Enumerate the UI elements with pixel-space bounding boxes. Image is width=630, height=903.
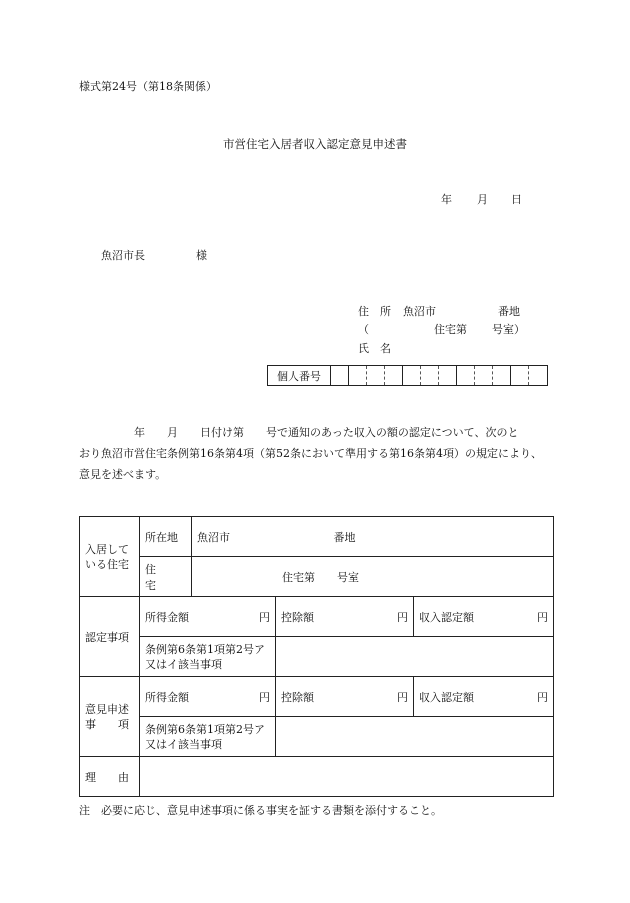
housing-number-label: 住宅第 [434, 323, 467, 336]
housing-label: 住 宅 [140, 557, 192, 597]
certified-recognized-cell[interactable]: 収入認定額 円 [414, 597, 554, 637]
personal-number-digit-cell[interactable] [421, 366, 439, 385]
form-id: 様式第24号（第18条関係） [79, 80, 217, 93]
reason-label: 理 由 [80, 757, 140, 797]
personal-number-digit-cell[interactable] [439, 366, 457, 385]
body-paragraph [79, 422, 559, 485]
reason-field[interactable] [140, 757, 554, 797]
location-city: 魚沼市 [197, 530, 230, 544]
paren-open: （ [358, 323, 369, 336]
personal-number-digit-cell[interactable] [331, 366, 349, 385]
personal-number-digit-cell[interactable] [367, 366, 385, 385]
date-year: 年 [441, 193, 452, 206]
opinion-ordinance-field[interactable] [276, 717, 554, 757]
document-title: 市営住宅入居者収入認定意見申述書 [223, 137, 407, 151]
personal-number-digit-cell[interactable] [403, 366, 421, 385]
certified-ordinance-field[interactable] [276, 637, 554, 677]
date-month: 月 [477, 193, 488, 206]
addressee-name: 魚沼市長 [101, 249, 145, 262]
certified-deduction-cell[interactable]: 控除額 円 [276, 597, 414, 637]
opinion-form-table [79, 516, 554, 797]
personal-number-digit-cell[interactable] [457, 366, 475, 385]
personal-number-digit-cell[interactable] [385, 366, 403, 385]
opinion-ordinance-label: 条例第6条第1項第2号ア 又はイ該当事項 [140, 717, 276, 757]
personal-number-digit-cell[interactable] [529, 366, 547, 385]
footnote: 注 必要に応じ、意見申述事項に係る事実を証する書類を添付すること。 [79, 804, 442, 817]
housing-field[interactable]: 住宅第 号室 [192, 557, 554, 597]
date-day: 日 [511, 193, 522, 206]
opinion-deduction-cell[interactable]: 控除額 円 [276, 677, 414, 717]
body-line-3: 意見を述べます。 [79, 468, 167, 481]
personal-number-digit-cell[interactable] [493, 366, 511, 385]
personal-number-digit-cell[interactable] [349, 366, 367, 385]
address-city: 魚沼市 [403, 305, 436, 318]
opinion-header: 意見申述 事 項 [80, 677, 140, 757]
body-line-1: 年 月 日付け第 号で通知のあった収入の額の認定について、次のと [79, 426, 519, 439]
residence-header: 入居している住宅 [80, 517, 140, 597]
certified-income-cell[interactable]: 所得金額 円 [140, 597, 276, 637]
certified-ordinance-label: 条例第6条第1項第2号ア 又はイ該当事項 [140, 637, 276, 677]
personal-number-digit-cell[interactable] [511, 366, 529, 385]
personal-number-digit-cell[interactable] [475, 366, 493, 385]
name-label: 氏 名 [358, 342, 391, 355]
opinion-recognized-cell[interactable]: 収入認定額 円 [414, 677, 554, 717]
address-suffix: 番地 [498, 305, 520, 318]
address-label: 住 所 [358, 305, 391, 318]
addressee-honorific: 様 [196, 249, 207, 262]
room-number-label: 号室） [492, 323, 525, 336]
personal-number-label: 個人番号 [268, 366, 331, 385]
certified-header: 認定事項 [80, 597, 140, 677]
opinion-income-cell[interactable]: 所得金額 円 [140, 677, 276, 717]
location-suffix: 番地 [333, 530, 356, 544]
location-field[interactable] [192, 517, 554, 557]
body-line-2: おり魚沼市営住宅条例第16条第4項（第52条において準用する第16条第4項）の規定により、 [79, 447, 542, 460]
location-label: 所在地 [140, 517, 192, 557]
personal-number-box [267, 365, 548, 386]
